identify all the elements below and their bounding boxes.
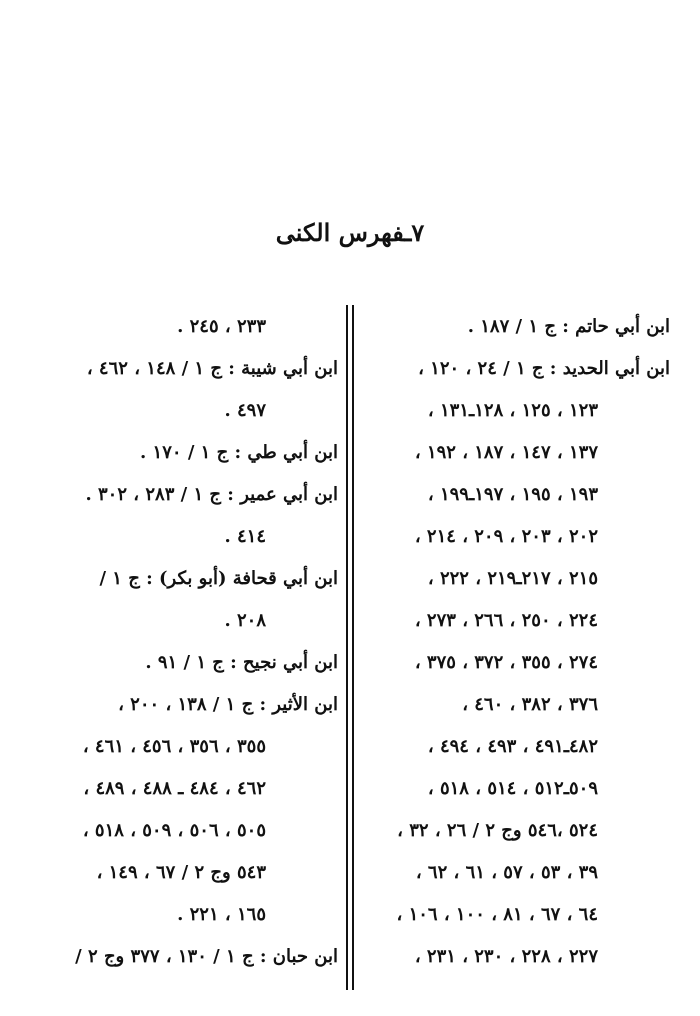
index-line: ١٦٥ ، ٢٢١ . (177, 904, 266, 925)
index-line: ٤٨٢ـ٤٩١ ، ٤٩٣ ، ٤٩٤ ، (427, 736, 598, 757)
index-line: ١٣٧ ، ١٤٧ ، ١٨٧ ، ١٩٢ ، (414, 442, 598, 463)
index-line: ٢٢٤ ، ٢٥٠ ، ٢٦٦ ، ٢٧٣ ، (414, 610, 598, 631)
index-column-left (20, 306, 338, 978)
index-line: ٥٠٩ـ٥١٢ ، ٥١٤ ، ٥١٨ ، (427, 778, 598, 799)
index-line: ٢٠٢ ، ٢٠٣ ، ٢٠٩ ، ٢١٤ ، (414, 526, 598, 547)
index-line: ١٢٣ ، ١٢٥ ، ١٢٨ـ١٣١ ، (427, 400, 598, 421)
index-line: ابن أبي طي : ج ١ / ١٧٠ . (140, 442, 338, 463)
index-column-right (370, 306, 670, 978)
index-line: ٣٥٥ ، ٣٥٦ ، ٤٥٦ ، ٤٦١ ، (82, 736, 266, 757)
index-line: ٢٠٨ . (224, 610, 266, 631)
index-line: ابن الأثير : ج ١ / ١٣٨ ، ٢٠٠ ، (118, 694, 338, 715)
index-line: ١٩٣ ، ١٩٥ ، ١٩٧ـ١٩٩ ، (427, 484, 598, 505)
index-line: ٣٧٦ ، ٣٨٢ ، ٤٦٠ ، (462, 694, 598, 715)
index-line: ابن أبي الحديد : ج ١ / ٢٤ ، ١٢٠ ، (418, 358, 670, 379)
index-line: ٥٤٣ وج ٢ / ٦٧ ، ١٤٩ ، (96, 862, 266, 883)
index-line: ابن أبي عمير : ج ١ / ٢٨٣ ، ٣٠٢ . (85, 484, 338, 505)
index-line: ابن أبي قحافة (أبو بكر) : ج ١ / (99, 568, 338, 589)
index-line: ٤٦٢ ، ٤٨٤ ـ ٤٨٨ ، ٤٨٩ ، (83, 778, 266, 799)
index-line: ابن أبي نجيح : ج ١ / ٩١ . (145, 652, 338, 673)
index-line: ٦٤ ، ٦٧ ، ٨١ ، ١٠٠ ، ١٠٦ ، (396, 904, 598, 925)
index-line: ٤١٤ . (224, 526, 266, 547)
index-line: ابن أبي حاتم : ج ١ / ١٨٧ . (467, 316, 670, 337)
index-line: ٤٩٧ . (224, 400, 266, 421)
index-line: ابن أبي شيبة : ج ١ / ١٤٨ ، ٤٦٢ ، (86, 358, 338, 379)
index-line: ٢٧٤ ، ٣٥٥ ، ٣٧٢ ، ٣٧٥ ، (414, 652, 598, 673)
index-line: ٢٢٧ ، ٢٢٨ ، ٢٣٠ ، ٢٣١ ، (414, 946, 598, 967)
index-line: ٢٣٣ ، ٢٤٥ . (177, 316, 266, 337)
index-line: ٥٢٤ ،٥٤٦ وج ٢ / ٢٦ ، ٣٢ ، (397, 820, 598, 841)
index-line: ابن حبان : ج ١ / ١٣٠ ، ٣٧٧ وج ٢ / (75, 946, 338, 967)
index-line: ٢١٥ ، ٢١٧ـ٢١٩ ، ٢٢٢ ، (427, 568, 598, 589)
page-title: ٧ـفهرس الكنى (275, 218, 425, 247)
index-line: ٣٩ ، ٥٣ ، ٥٧ ، ٦١ ، ٦٢ ، (415, 862, 598, 883)
index-line: ٥٠٥ ، ٥٠٦ ، ٥٠٩ ، ٥١٨ ، (82, 820, 266, 841)
column-divider (346, 305, 354, 990)
